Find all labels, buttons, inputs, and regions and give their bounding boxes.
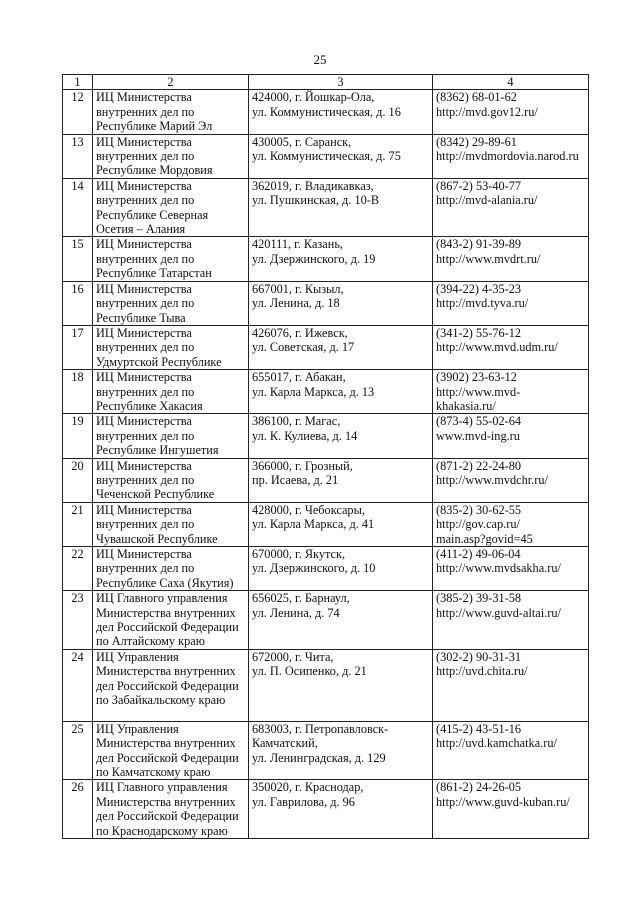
address-cell bbox=[249, 370, 433, 414]
table-row bbox=[63, 502, 589, 546]
organization-line: внутренних дел по bbox=[96, 193, 195, 208]
organization-line: ИЦ Министерства bbox=[96, 325, 192, 340]
organization-cell bbox=[93, 502, 249, 546]
organization-line: внутренних дел по bbox=[96, 251, 195, 266]
organization-line: дел Российской Федерации bbox=[96, 809, 239, 824]
organization-line: ИЦ Министерства bbox=[96, 458, 192, 473]
address-cell bbox=[249, 134, 433, 178]
contact-line: (867-2) 53-40-77 bbox=[436, 178, 522, 193]
row-number: 16 bbox=[63, 281, 93, 325]
table-row bbox=[63, 414, 589, 458]
table-row bbox=[63, 591, 589, 650]
contact-line: www.mvd-ing.ru bbox=[436, 428, 520, 443]
table-row bbox=[63, 370, 589, 414]
address-line: ул. Дзержинского, д. 10 bbox=[252, 561, 376, 576]
row-number: 23 bbox=[63, 591, 93, 650]
contact-line: (415-2) 43-51-16 bbox=[436, 721, 522, 736]
contact-line: (3902) 23-63-12 bbox=[436, 370, 517, 385]
contact-cell bbox=[433, 649, 589, 721]
organization-line: ИЦ Главного управления bbox=[96, 780, 228, 795]
contact-cell bbox=[433, 547, 589, 591]
address-line: ул. Пушкинская, д. 10-В bbox=[252, 193, 380, 208]
contact-cell bbox=[433, 721, 589, 780]
address-line: ул. Карла Маркса, д. 13 bbox=[252, 384, 375, 399]
address-line: 386100, г. Магас, bbox=[252, 414, 341, 429]
contact-cell bbox=[433, 90, 589, 134]
organization-line: ИЦ Главного управления bbox=[96, 591, 228, 606]
row-number: 15 bbox=[63, 237, 93, 281]
address-line: 656025, г. Барнаул, bbox=[252, 591, 350, 606]
row-number: 24 bbox=[63, 649, 93, 721]
organization-line: внутренних дел по bbox=[96, 561, 195, 576]
row-number: 26 bbox=[63, 780, 93, 839]
table-row bbox=[63, 780, 589, 839]
contact-line: http://www.mvd.udm.ru/ bbox=[436, 340, 558, 355]
contact-line: http://mvd.tyva.ru/ bbox=[436, 296, 529, 311]
organization-line: внутренних дел по bbox=[96, 340, 195, 355]
address-line: ул. Ленина, д. 74 bbox=[252, 605, 340, 620]
organization-line: ИЦ Управления bbox=[96, 649, 179, 664]
row-number: 18 bbox=[63, 370, 93, 414]
contact-cell bbox=[433, 370, 589, 414]
address-cell bbox=[249, 547, 433, 591]
contact-line: http://www.mvdchr.ru/ bbox=[436, 472, 548, 487]
contact-line: (341-2) 55-76-12 bbox=[436, 325, 522, 340]
organization-line: ИЦ Министерства bbox=[96, 370, 192, 385]
address-line: ул. Карла Маркса, д. 41 bbox=[252, 517, 375, 532]
address-cell bbox=[249, 780, 433, 839]
organization-cell bbox=[93, 780, 249, 839]
address-line: 420111, г. Казань, bbox=[252, 237, 344, 252]
contact-cell bbox=[433, 237, 589, 281]
address-line: 430005, г. Саранск, bbox=[252, 134, 352, 149]
organization-line: Республике Саха (Якутия) bbox=[96, 575, 234, 590]
organization-cell bbox=[93, 237, 249, 281]
table-row bbox=[63, 178, 589, 237]
address-cell bbox=[249, 178, 433, 237]
row-number: 14 bbox=[63, 178, 93, 237]
organization-cell bbox=[93, 414, 249, 458]
table-row bbox=[63, 649, 589, 721]
contact-line: (835-2) 30-62-55 bbox=[436, 502, 522, 517]
organization-line: ИЦ Министерства bbox=[96, 237, 192, 252]
address-cell bbox=[249, 325, 433, 369]
contact-line: (8342) 29-89-61 bbox=[436, 134, 517, 149]
organization-line: ИЦ Министерства bbox=[96, 502, 192, 517]
table-row bbox=[63, 90, 589, 134]
organization-cell bbox=[93, 458, 249, 502]
organization-line: внутренних дел по bbox=[96, 384, 195, 399]
table-row bbox=[63, 458, 589, 502]
address-line: 428000, г. Чебоксары, bbox=[252, 502, 365, 517]
organization-line: Республике Марий Эл bbox=[96, 119, 213, 134]
organization-line: ИЦ Управления bbox=[96, 721, 179, 736]
contact-line: http://uvd.chita.ru/ bbox=[436, 664, 528, 679]
organization-line: внутренних дел по bbox=[96, 149, 195, 164]
organization-line: Республике Татарстан bbox=[96, 266, 212, 281]
organization-line: Осетия – Алания bbox=[96, 222, 186, 237]
organization-line: Чувашской Республике bbox=[96, 531, 218, 546]
organization-cell bbox=[93, 547, 249, 591]
contact-cell bbox=[433, 134, 589, 178]
contact-cell bbox=[433, 325, 589, 369]
organization-line: Министерства внутренних bbox=[96, 794, 236, 809]
organization-line: ИЦ Министерства bbox=[96, 547, 192, 561]
contact-cell bbox=[433, 178, 589, 237]
address-line: 426076, г. Ижевск, bbox=[252, 325, 348, 340]
organization-line: Республике Хакасия bbox=[96, 398, 203, 413]
organization-line: внутренних дел по bbox=[96, 472, 195, 487]
organization-line: ИЦ Министерства bbox=[96, 178, 192, 193]
organization-line: Удмуртской Республике bbox=[96, 354, 222, 369]
address-cell bbox=[249, 591, 433, 650]
address-line: 683003, г. Петропавловск- bbox=[252, 721, 389, 736]
address-line: ул. Коммунистическая, д. 16 bbox=[252, 104, 401, 119]
organization-line: ИЦ Министерства bbox=[96, 134, 192, 149]
contact-line: (385-2) 39-31-58 bbox=[436, 591, 522, 606]
organization-cell bbox=[93, 325, 249, 369]
address-cell bbox=[249, 649, 433, 721]
table-row bbox=[63, 281, 589, 325]
address-line: 350020, г. Краснодар, bbox=[252, 780, 364, 795]
address-line: ул. П. Осипенко, д. 21 bbox=[252, 664, 367, 679]
row-number: 25 bbox=[63, 721, 93, 780]
organization-cell bbox=[93, 178, 249, 237]
contact-line: (873-4) 55-02-64 bbox=[436, 414, 522, 429]
contact-cell bbox=[433, 414, 589, 458]
contact-cell bbox=[433, 281, 589, 325]
organization-line: ИЦ Министерства bbox=[96, 90, 192, 105]
address-line: 366000, г. Грозный, bbox=[252, 458, 353, 473]
contact-line: http://mvdmordovia.narod.ru bbox=[436, 149, 579, 164]
header-col-1: 1 bbox=[63, 75, 93, 90]
organization-line: по Алтайскому краю bbox=[96, 634, 205, 649]
organization-cell bbox=[93, 370, 249, 414]
contact-line: http://www.mvd- bbox=[436, 384, 521, 399]
address-line: ул. Ленинградская, д. 129 bbox=[252, 750, 386, 765]
table-row bbox=[63, 134, 589, 178]
organization-line: Республике Северная bbox=[96, 207, 209, 222]
organization-line: внутренних дел по bbox=[96, 296, 195, 311]
organization-line: внутренних дел по bbox=[96, 104, 195, 119]
row-number: 17 bbox=[63, 325, 93, 369]
organization-line: по Забайкальскому краю bbox=[96, 693, 226, 708]
contact-line: (411-2) 49-06-04 bbox=[436, 547, 521, 561]
contact-line: khakasia.ru/ bbox=[436, 398, 496, 413]
table-body bbox=[63, 90, 589, 839]
address-line: 672000, г. Чита, bbox=[252, 649, 334, 664]
address-line: 670000, г. Якутск, bbox=[252, 547, 346, 561]
address-line: 362019, г. Владикавказ, bbox=[252, 178, 374, 193]
organization-line: ИЦ Министерства bbox=[96, 414, 192, 429]
organization-cell bbox=[93, 90, 249, 134]
contact-line: http://gov.cap.ru/ bbox=[436, 517, 520, 532]
contact-line: (861-2) 24-26-05 bbox=[436, 780, 522, 795]
contact-cell bbox=[433, 458, 589, 502]
row-number: 13 bbox=[63, 134, 93, 178]
address-cell bbox=[249, 721, 433, 780]
address-cell bbox=[249, 281, 433, 325]
row-number: 22 bbox=[63, 547, 93, 591]
organization-line: внутренних дел по bbox=[96, 428, 195, 443]
address-line: 655017, г. Абакан, bbox=[252, 370, 346, 385]
contact-line: http://www.guvd-kuban.ru/ bbox=[436, 794, 570, 809]
contact-cell bbox=[433, 591, 589, 650]
table-header-row bbox=[63, 75, 589, 90]
address-line: ул. Коммунистическая, д. 75 bbox=[252, 149, 401, 164]
contact-line: main.asp?govid=45 bbox=[436, 531, 533, 546]
address-cell bbox=[249, 458, 433, 502]
organization-cell bbox=[93, 591, 249, 650]
address-line: Камчатский, bbox=[252, 736, 318, 751]
organization-line: Республике Тыва bbox=[96, 310, 186, 325]
contact-line: (871-2) 22-24-80 bbox=[436, 458, 522, 473]
address-line: ул. Гаврилова, д. 96 bbox=[252, 794, 355, 809]
table-row bbox=[63, 237, 589, 281]
organization-line: по Краснодарскому краю bbox=[96, 823, 228, 838]
table-row bbox=[63, 547, 589, 591]
organization-line: Министерства внутренних bbox=[96, 664, 236, 679]
contact-cell bbox=[433, 780, 589, 839]
contact-line: http://www.mvdsakha.ru/ bbox=[436, 561, 561, 576]
contact-line: http://www.mvdrt.ru/ bbox=[436, 251, 541, 266]
row-number: 19 bbox=[63, 414, 93, 458]
contact-line: (8362) 68-01-62 bbox=[436, 90, 517, 105]
organization-line: дел Российской Федерации bbox=[96, 750, 239, 765]
organization-line: дел Российской Федерации bbox=[96, 678, 239, 693]
header-col-3: 3 bbox=[249, 75, 433, 90]
contact-line: http://uvd.kamchatka.ru/ bbox=[436, 736, 557, 751]
organization-line: Республике Мордовия bbox=[96, 163, 213, 178]
organization-cell bbox=[93, 721, 249, 780]
address-line: ул. Дзержинского, д. 19 bbox=[252, 251, 376, 266]
contact-cell bbox=[433, 502, 589, 546]
organization-line: Министерства внутренних bbox=[96, 736, 236, 751]
address-line: пр. Исаева, д. 21 bbox=[252, 472, 339, 487]
organization-cell bbox=[93, 281, 249, 325]
contact-line: http://mvd.gov12.ru/ bbox=[436, 104, 538, 119]
table-row bbox=[63, 325, 589, 369]
contact-line: http://mvd-alania.ru/ bbox=[436, 193, 538, 208]
header-col-4: 4 bbox=[433, 75, 589, 90]
organization-line: Министерства внутренних bbox=[96, 605, 236, 620]
address-cell bbox=[249, 237, 433, 281]
address-line: 424000, г. Йошкар-Ола, bbox=[252, 90, 375, 105]
organization-line: внутренних дел по bbox=[96, 517, 195, 532]
address-cell bbox=[249, 90, 433, 134]
address-line: 667001, г. Кызыл, bbox=[252, 281, 344, 296]
address-line: ул. Советская, д. 17 bbox=[252, 340, 355, 355]
table-row bbox=[63, 721, 589, 780]
row-number: 20 bbox=[63, 458, 93, 502]
contact-line: (394-22) 4-35-23 bbox=[436, 281, 522, 296]
page-number: 25 bbox=[313, 52, 327, 67]
organization-line: по Камчатскому краю bbox=[96, 765, 211, 780]
row-number: 21 bbox=[63, 502, 93, 546]
row-number: 12 bbox=[63, 90, 93, 134]
organization-line: ИЦ Министерства bbox=[96, 281, 192, 296]
contact-line: (843-2) 91-39-89 bbox=[436, 237, 522, 252]
contact-line: (302-2) 90-31-31 bbox=[436, 649, 522, 664]
header-col-2: 2 bbox=[93, 75, 249, 90]
agencies-table bbox=[62, 74, 589, 839]
address-line: ул. К. Кулиева, д. 14 bbox=[252, 428, 358, 443]
organization-line: дел Российской Федерации bbox=[96, 620, 239, 635]
organization-line: Республике Ингушетия bbox=[96, 443, 219, 458]
organization-line: Чеченской Республике bbox=[96, 487, 215, 502]
organization-cell bbox=[93, 649, 249, 721]
contact-line: http://www.guvd-altai.ru/ bbox=[436, 605, 561, 620]
address-line: ул. Ленина, д. 18 bbox=[252, 296, 340, 311]
address-cell bbox=[249, 502, 433, 546]
address-cell bbox=[249, 414, 433, 458]
organization-cell bbox=[93, 134, 249, 178]
